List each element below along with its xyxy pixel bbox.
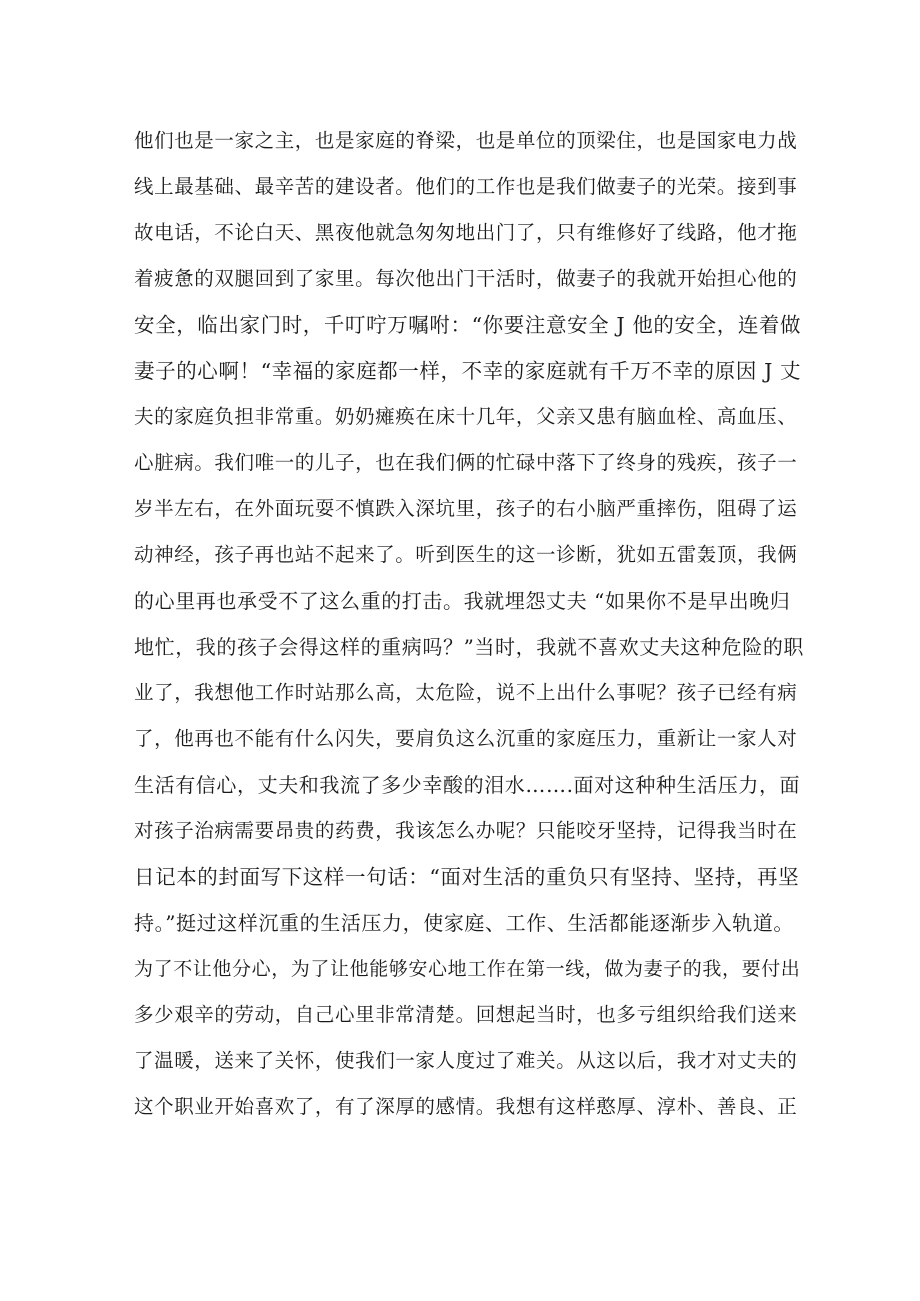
body-text xyxy=(134,118,804,1130)
text-line: 为了不让他分心，为了让他能够安心地工作在第一线，做为妻子的我，要付出 xyxy=(134,958,801,980)
text-line: 了，他再也不能有什么闪失，要肩负这么沉重的家庭压力，重新让一家人对 xyxy=(134,727,798,750)
text-line: 业了，我想他工作时站那么高，太危险，说不上出什么事呢？孩子已经有病 xyxy=(134,681,798,704)
text-line: 岁半左右，在外面玩耍不慎跌入深坑里，孩子的右小脑严重摔伤，阻碍了运 xyxy=(134,497,798,520)
text-line: 故电话，不论白天、黑夜他就急匆匆地出门了，只有维修好了线路，他才拖 xyxy=(134,221,798,244)
text-line: 夫的家庭负担非常重。奶奶瘫痪在床十几年，父亲又患有脑血栓、高血压、 xyxy=(134,405,798,428)
text-line: 妻子的心啊！“幸福的家庭都一样，不幸的家庭就有千万不幸的原因 J 丈 xyxy=(134,359,802,383)
text-line: 多少艰辛的劳动，自己心里非常清楚。回想起当时，也多亏组织给我们送来 xyxy=(134,1003,798,1026)
text-line: 对孩子治病需要昂贵的药费，我该怎么办呢？只能咬牙坚持，记得我当时在 xyxy=(134,819,798,842)
text-line: 的心里再也承受不了这么重的打击。我就埋怨丈夫 “如果你不是早出晚归 xyxy=(134,589,791,613)
text-line: 线上最基础、最辛苦的建设者。他们的工作也是我们做妻子的光荣。接到事 xyxy=(134,175,798,198)
text-line: 动神经，孩子再也站不起来了。听到医生的这一诊断，犹如五雷轰顶，我俩 xyxy=(134,543,798,566)
text-line: 生活有信心，丈夫和我流了多少幸酸的泪水…….面对这种种生活压力，面 xyxy=(134,773,801,797)
text-line: 这个职业开始喜欢了，有了深厚的感情。我想有这样憨厚、淳朴、善良、正 xyxy=(134,1095,798,1118)
text-line: 地忙，我的孩子会得这样的重病吗？”当时，我就不喜欢丈夫这种危险的职 xyxy=(134,635,805,659)
text-line: 安全，临出家门时，千叮咛万嘱咐：“你要注意安全 J 他的安全，连着做 xyxy=(134,313,802,337)
text-line: 着疲惫的双腿回到了家里。每次他出门干活时，做妻子的我就开始担心他的 xyxy=(134,267,798,290)
text-line: 心脏病。我们唯一的儿子，也在我们俩的忙碌中落下了终身的残疾，孩子一 xyxy=(134,451,798,474)
text-line: 了温暖，送来了关怀，使我们一家人度过了难关。从这以后，我才对丈夫的 xyxy=(134,1049,798,1072)
text-line: 日记本的封面写下这样一句话：“面对生活的重负只有坚持、坚持，再坚 xyxy=(134,865,800,889)
text-line: 持。”挺过这样沉重的生活压力，使家庭、工作、生活都能逐渐步入轨道。 xyxy=(134,911,795,935)
text-line: 他们也是一家之主，也是家庭的脊梁，也是单位的顶梁住，也是国家电力战 xyxy=(134,129,798,152)
